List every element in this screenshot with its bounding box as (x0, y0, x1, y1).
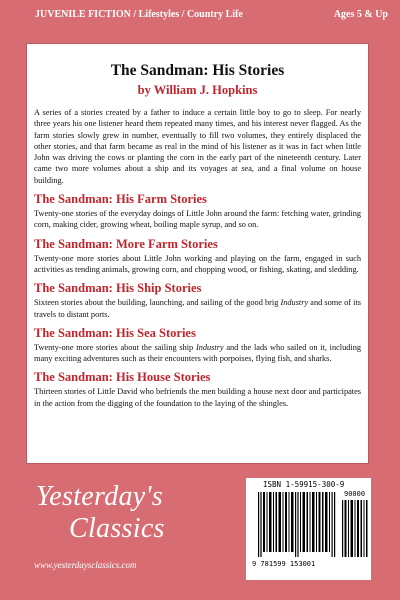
story-description: Twenty-one more stories about Little John working and playing on the farm, engaged in such activities as tending animals, growing corn, and chopping wood, or fishing, skating, and sledding. (34, 253, 361, 274)
story-item (34, 192, 361, 231)
book-description: A series of a stories created by a father to induce a certain little boy to go to sleep. For nearly three years his one listener heard them repeated many times, and his interest never flagged. As the farm stories slowly grew in number, eventually to fill two volumes, they entirely displaced the other stories, and that farm became as real in the mind of his listener as it was in fact when little John was driving the cows or planting the corn in the early part of the nineteenth century. Later came two more volumes about a ship and its voyages at sea, and a final volume on house building. (34, 108, 361, 185)
isbn-label: ISBN 1-59915-300-9 (263, 480, 345, 489)
story-title: The Sandman: His Ship Stories (34, 281, 202, 296)
story-description: Twenty-one stories of the everyday doings of Little John around the farm: fetching water, grinding corn, making cider, growing wheat, boiling maple syrup, and so on. (34, 209, 361, 230)
story-description (34, 297, 361, 320)
barcode-box (246, 478, 371, 580)
story-title: The Sandman: His House Stories (34, 370, 211, 385)
top-bar (0, 0, 400, 30)
publisher-name-line1: Yesterday's (36, 481, 164, 512)
story-item (34, 326, 361, 365)
price-barcode-icon (342, 500, 368, 557)
ship-name: Industry (280, 298, 309, 308)
story-title: The Sandman: More Farm Stories (34, 236, 218, 251)
story-item (34, 370, 361, 409)
story-description-text: and some of its travels to distant ports. (34, 298, 361, 319)
price-code-label: 90000 (344, 490, 366, 498)
publisher-url: www.yesterdaysclassics.com (34, 560, 137, 570)
story-title: The Sandman: His Farm Stories (34, 192, 207, 207)
story-description-text: Twenty-one more stories about the sailing ship (34, 342, 196, 352)
story-item (34, 281, 361, 320)
story-description (34, 342, 361, 365)
age-range-label: Ages 5 & Up (333, 9, 388, 20)
book-title: The Sandman: His Stories (110, 62, 285, 79)
story-description-text: and the lads who sailed on it, including many exciting adventures such as their encounters with porpoises, flying fish, and sharks. (34, 342, 361, 364)
story-item (34, 237, 361, 276)
story-description: Thirteen stories of Little David who befriends the men building a house next door and participates in the action from the digging of the foundation to the laying of the shingles. (34, 387, 361, 408)
ean-barcode-icon (258, 492, 338, 557)
publisher-logo (25, 473, 235, 573)
description-panel (26, 43, 369, 464)
book-author: by William J. Hopkins (137, 83, 258, 97)
story-description-text: Sixteen stories about the building, launching, and sailing of the good brig (34, 298, 281, 308)
publisher-name-line2: Classics (69, 513, 165, 544)
ean-number-label: 9 781599 153001 (252, 560, 316, 568)
category-label: JUVENILE FICTION / Lifestyles / Country Life (35, 9, 243, 20)
story-title: The Sandman: His Sea Stories (34, 325, 196, 340)
ship-name: Industry (195, 342, 224, 352)
